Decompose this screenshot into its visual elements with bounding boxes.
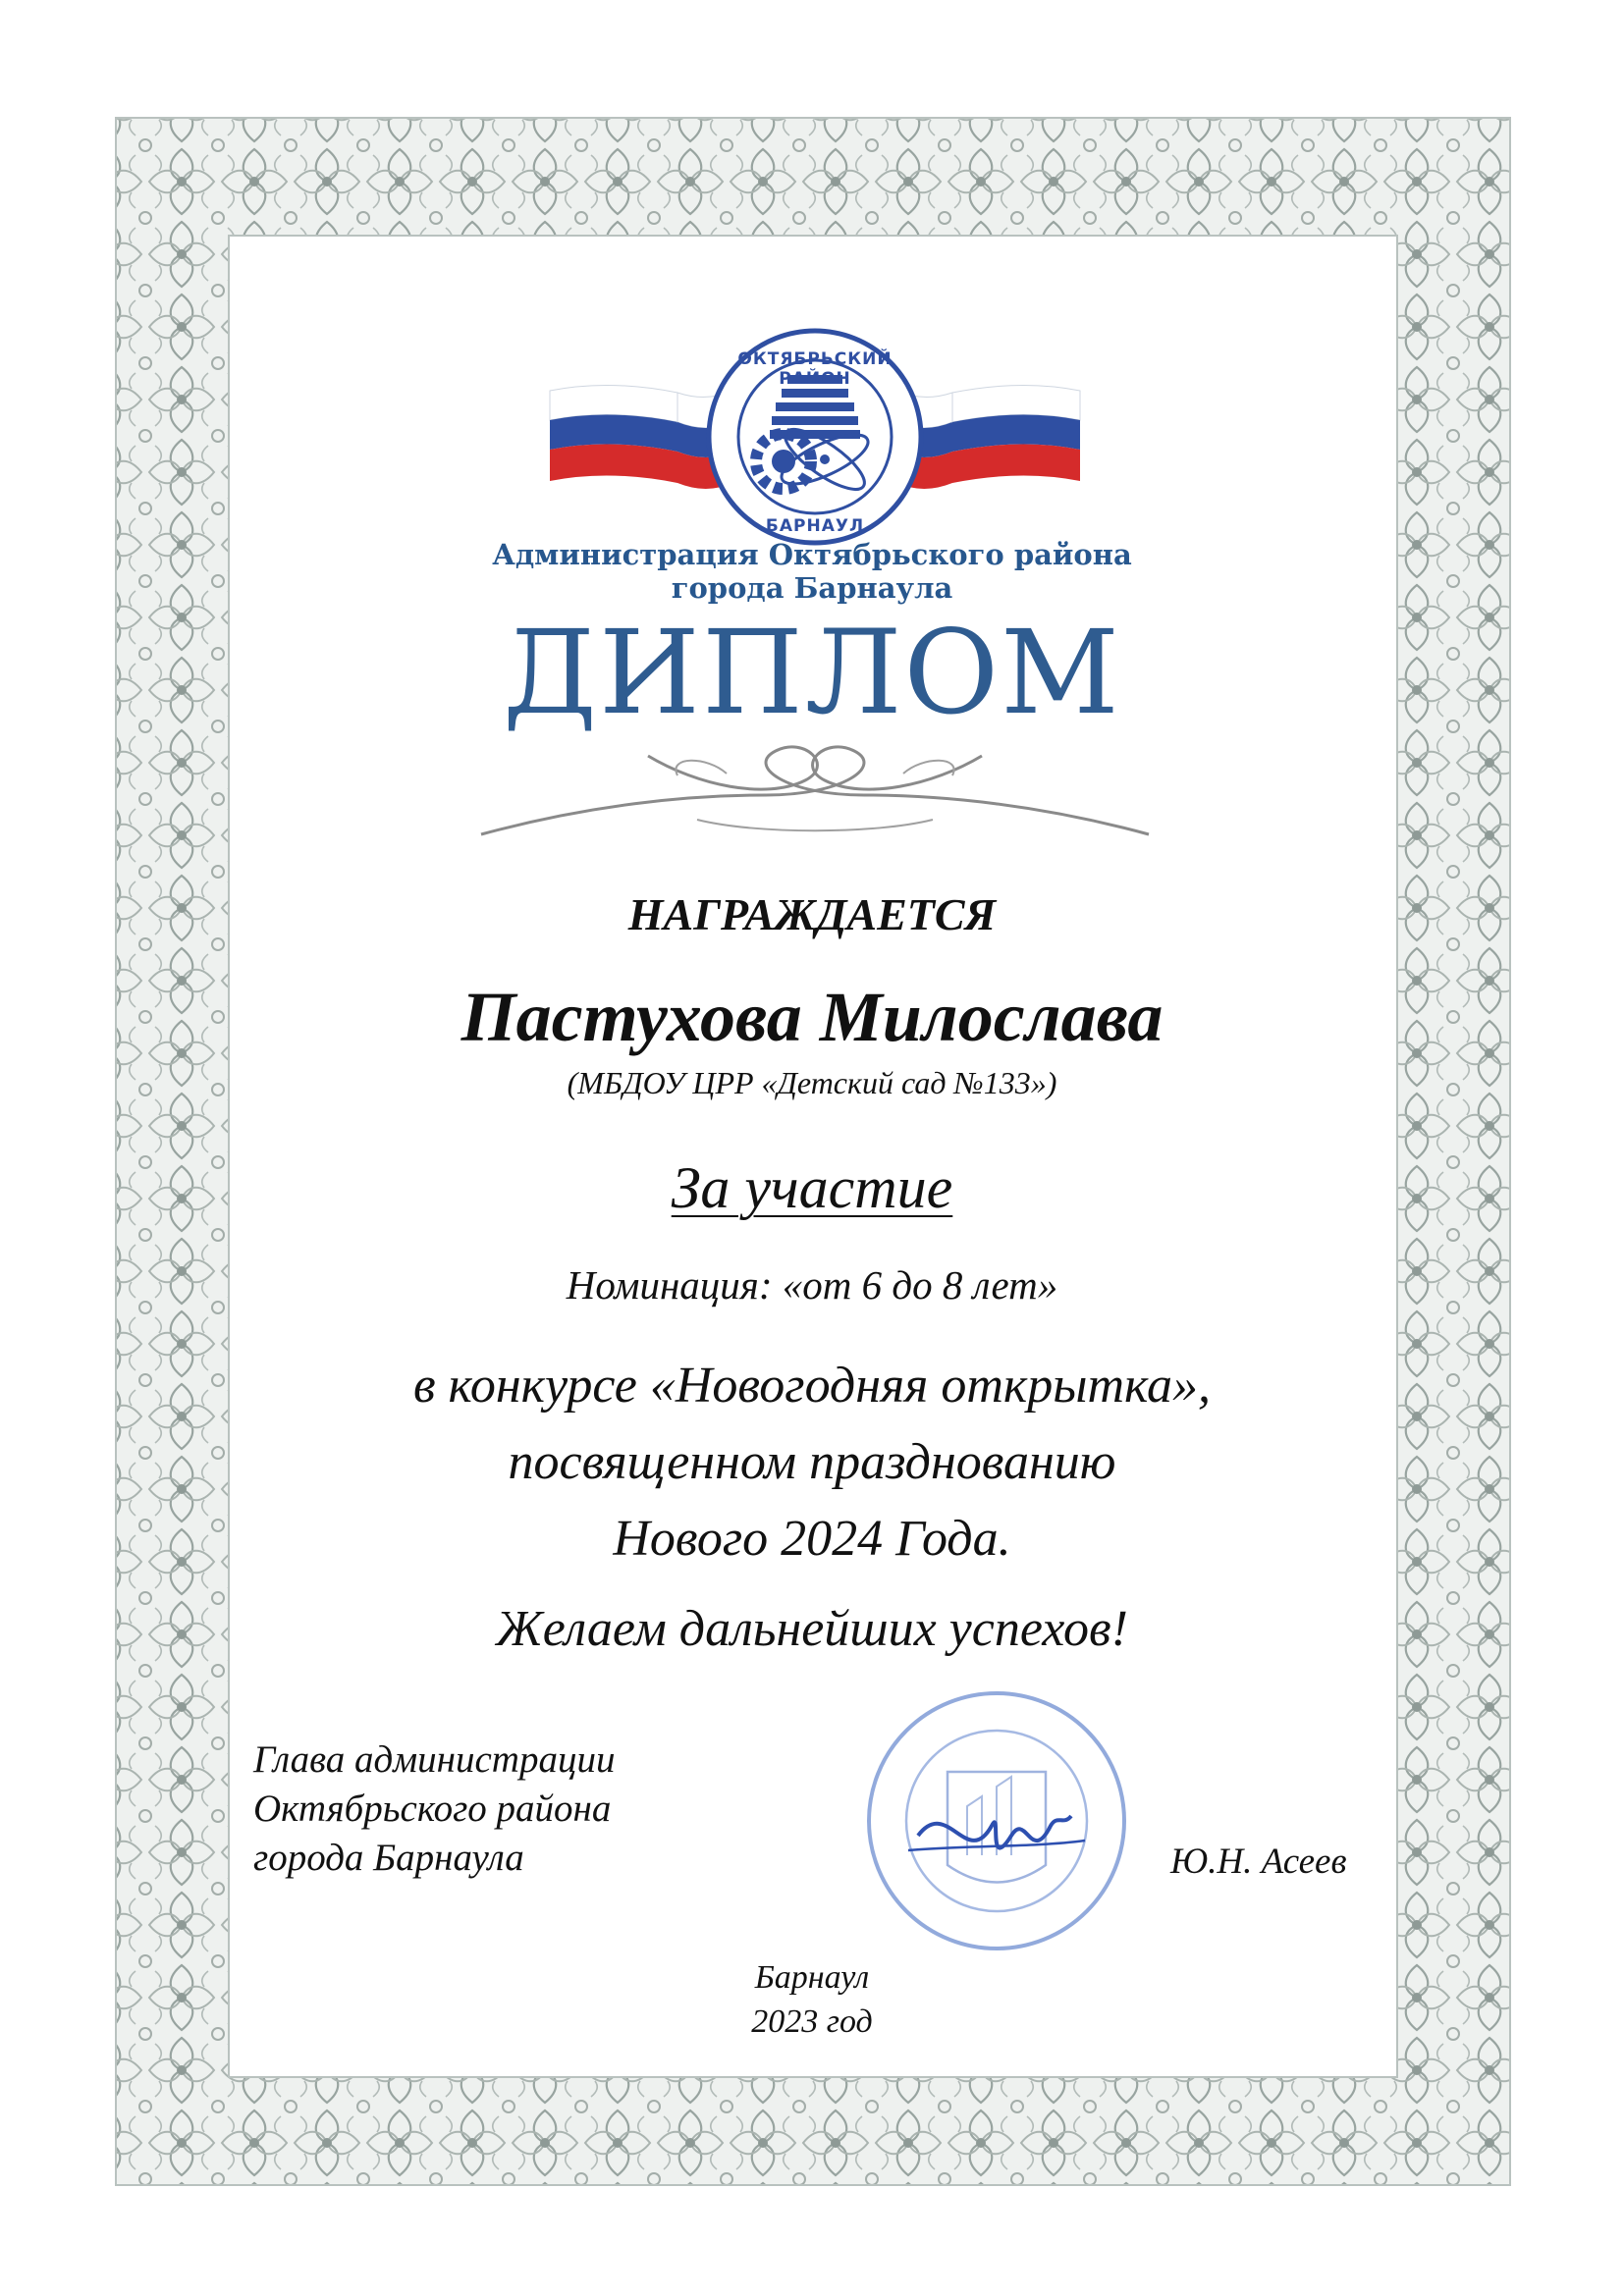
signer-name: Ю.Н. Асеев [1170, 1842, 1347, 1882]
footer-place [714, 1955, 910, 2044]
signer-position-line-1: Глава администрации [253, 1738, 616, 1781]
footer-city: Барнаул [754, 1959, 870, 1996]
emblem-ring-bottom-text: БАРНАУЛ [765, 516, 865, 536]
recipient-organization: (МБДОУ ЦРР «Детский сад №133») [567, 1065, 1057, 1100]
signer-position [253, 1735, 615, 1883]
official-seal-icon [839, 1679, 1154, 1963]
contest-line-3: Нового 2024 Года. [613, 1511, 1011, 1567]
contest-line-2: посвященном празднованию [508, 1434, 1116, 1490]
issuer-line-2: города Барнаула [671, 571, 953, 605]
contest-line-1: в конкурсе «Новогодняя открытка», [412, 1358, 1212, 1414]
signer-position-line-2: Октябрьского района [253, 1788, 612, 1830]
award-reason: За участие [671, 1155, 953, 1220]
wish-text: Желаем дальнейших успехов! [496, 1601, 1128, 1657]
russian-flag-left-icon [550, 385, 731, 489]
flourish-ornament-icon [471, 726, 1159, 854]
awarded-label: НАГРАЖДАЕТСЯ [627, 889, 997, 939]
issuer-line-1: Администрация Октябрьского района [492, 538, 1132, 571]
document-title: ДИПЛОМ [503, 605, 1121, 740]
emblem-ring-top-text: ОКТЯБРЬСКИЙ РАЙОН [737, 349, 893, 389]
russian-flag-right-icon [898, 385, 1080, 489]
footer-year: 2023 год [751, 2003, 873, 2040]
signer-position-line-3: города Барнаула [253, 1837, 524, 1879]
recipient-name: Пастухова Милослава [460, 978, 1164, 1056]
nomination: Номинация: «от 6 до 8 лет» [566, 1262, 1058, 1308]
